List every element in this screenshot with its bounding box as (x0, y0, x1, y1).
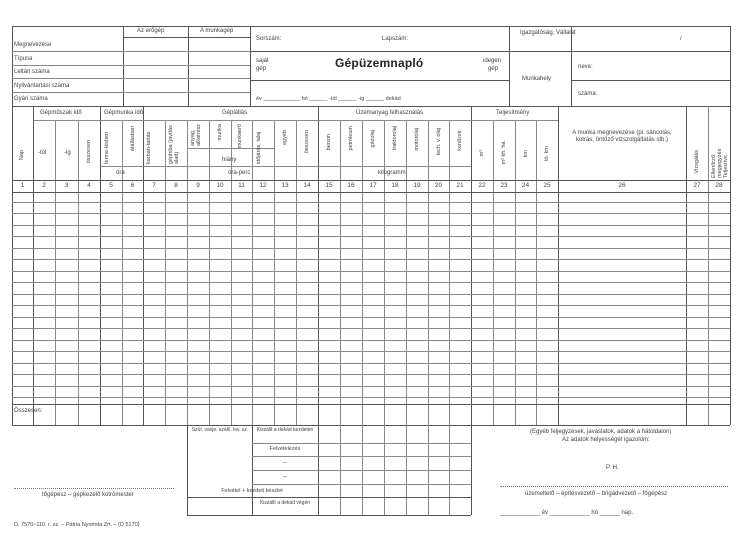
hour-min-unit: óra-perc (228, 170, 251, 176)
lack-work-header: munka (217, 124, 223, 141)
workhours-header: Gépmunka idő (104, 110, 144, 116)
fault-header: géphiba (javítás alatt) (168, 125, 180, 164)
org-label: Igazgatóság, Vállalat (520, 30, 576, 36)
m3-header: m³ (479, 150, 485, 157)
totals-label: Összesen: (14, 408, 43, 414)
remarks-label: (Egyéb feljegyzések, javaslatok, adatok a hátoldalon) (530, 429, 672, 435)
from-header: -tól (38, 150, 47, 156)
performance-header: Teljesítmény (496, 110, 530, 116)
col-num-15: 15 (325, 182, 333, 189)
tkm-header: tö. km (544, 146, 550, 161)
col-num-10: 10 (216, 182, 224, 189)
col-num-8: 8 (174, 182, 178, 189)
weather-header: időjárás, talaj (256, 131, 262, 164)
col-num-22: 22 (478, 182, 486, 189)
ha-header: m² kh. ha. (501, 140, 507, 165)
col-num-18: 18 (391, 182, 399, 189)
gear-oil-header: tech. v. olaj (436, 128, 442, 156)
col-num-14: 14 (303, 182, 311, 189)
col-num-17: 17 (369, 182, 377, 189)
col-num-2: 2 (42, 182, 46, 189)
repair-header: karban-tartás (146, 131, 152, 164)
date-sign-line: ____________ év ____________ hó ______ nap. (500, 510, 634, 516)
col-num-20: 20 (434, 182, 443, 189)
row-registry-label: Nyilvántartási száma (14, 83, 70, 89)
end-stock-label: Kiszállt a dekád végén (259, 500, 311, 506)
col-num-6: 6 (130, 182, 135, 189)
col-num-28: 28 (715, 182, 723, 189)
print-code: D. 7570–110. r. sz. – Pátria Nyomda Zrt. – (D 5170) (14, 522, 140, 528)
lubricant-header: kenőzsír (457, 130, 463, 151)
minus-2: – (283, 474, 287, 480)
col-num-26: 26 (618, 182, 626, 189)
col-num-5: 5 (109, 182, 113, 189)
other-header: egyéb (282, 130, 288, 145)
managers-label: üzemeltető – építésvezető – brigádvezető – főgépész (525, 491, 668, 497)
work-name-header: A munka megnevezése (pl. sáncolás, kotrás, öntöző vízszolgáltatás stb.) (572, 130, 672, 143)
col-num-11: 11 (238, 182, 245, 189)
downtime-total-header: összesen (304, 130, 310, 154)
page-number-label: Lapszám: (382, 36, 409, 42)
col-num-1: 1 (20, 182, 25, 189)
col-num-24: 24 (521, 182, 530, 189)
hours-unit: óra (116, 170, 125, 176)
own-machine-label: gép (256, 66, 267, 72)
fuel-header: Üzemanyag felhasználás (356, 110, 424, 116)
org-name-label: neve: (578, 64, 593, 70)
col-num-9: 9 (196, 182, 200, 189)
transfer-header: átállásban (130, 126, 136, 152)
productive-header: terme-lésben (104, 131, 110, 164)
row-name-label: Megnevezése (14, 42, 52, 48)
col-num-13: 13 (281, 182, 289, 189)
period-line: év ____________ hó ______ -tól ______ -ig ______ dekád (256, 96, 401, 102)
fuel-check-label: Szüt. vasje. szállí. lev. sz. (191, 427, 249, 433)
col-num-27: 27 (693, 182, 701, 189)
worksite-label: Munkahely (522, 76, 552, 82)
consumption-label: Felvételezés (269, 446, 301, 452)
start-stock-label: Felvétel + kezdeti készlet (221, 488, 283, 494)
kg-unit: kilogramm (378, 170, 406, 176)
foreign-label: idegen (483, 58, 502, 64)
lack-header: hiány (222, 157, 237, 163)
op-total-header: összesen (86, 140, 92, 164)
petrol-header: benzin (326, 134, 332, 151)
oil-header: petróleum (348, 126, 354, 151)
workmachine-header: A munkagép (200, 28, 234, 34)
approver-header: Ellenőrző megjegyzés Teljesítve (711, 148, 729, 178)
op-time-header: Gépműszak idő (40, 110, 82, 116)
motor-oil-header: motorolaj (414, 128, 420, 151)
row-type-label: Típusa (14, 56, 33, 62)
certify-label: Az adatok helyességét igazolom: (562, 437, 650, 443)
signature-header: Vizsgálás (694, 150, 700, 174)
lack-material-header: anyag, alkatrész (190, 123, 202, 146)
serial-label: Sorszám: (256, 36, 282, 42)
col-num-23: 23 (500, 182, 508, 189)
diesel-header: gázolaj (370, 130, 376, 148)
org-number-label: száma: (578, 91, 598, 97)
col-num-16: 16 (347, 182, 355, 189)
ceded-header: Az erőgép (137, 28, 165, 34)
tractor-oil-header: traktorolaj (392, 126, 398, 151)
operator-label: tőgépész – gépkezelő kotrómester (42, 492, 134, 498)
own-label: saját (256, 58, 269, 64)
col-num-7: 7 (152, 182, 156, 189)
minus-1: – (283, 460, 287, 466)
col-num-4: 4 (87, 182, 91, 189)
downtime-header: Géplállás (222, 110, 248, 116)
col-num-3: 3 (64, 182, 69, 189)
day-header: Nap (19, 150, 25, 161)
lack-operator-header: munkaerő (237, 124, 243, 149)
ph-label: P. H. (606, 465, 619, 471)
col-num-25: 25 (543, 182, 551, 189)
form-title: Gépüzemnapló (335, 56, 424, 70)
row-factory-label: Gyári száma (14, 96, 48, 102)
col-num-19: 19 (413, 182, 421, 189)
received-label: Kiszállt a dekád kezdetén (256, 427, 314, 433)
foreign-machine-label: gép (488, 66, 499, 72)
row-inventory-label: Leltári száma (14, 69, 50, 75)
to-header: -ig (64, 150, 71, 156)
org-slash: / (680, 36, 682, 42)
col-num-12: 12 (259, 182, 267, 189)
col-num-21: 21 (456, 182, 464, 189)
km-header: km (523, 150, 529, 158)
